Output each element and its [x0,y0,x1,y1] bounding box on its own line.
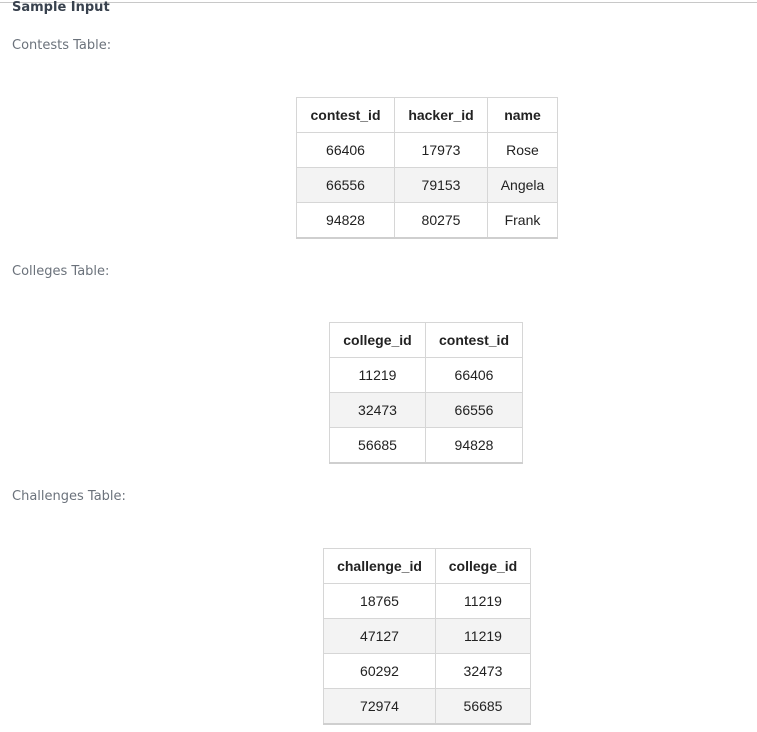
table-cell: 94828 [426,428,523,464]
table-cell: 66406 [426,358,523,393]
table-cell: 56685 [330,428,426,464]
table-row [297,168,558,203]
table-row [324,689,531,725]
table-row [297,203,558,239]
table-cell: 60292 [324,654,436,689]
table-cell: 11219 [330,358,426,393]
table-cell: 18765 [324,584,436,619]
table-cell: 94828 [297,203,395,239]
column-header-contest-id: contest_id [426,323,523,358]
table-cell: Frank [488,203,558,239]
table-row [330,358,523,393]
table-header-row [297,98,558,133]
table-row [324,584,531,619]
table-header-row [324,549,531,584]
sample-input-heading: Sample Input [12,0,110,15]
column-header-contest-id: contest_id [297,98,395,133]
table-cell: 32473 [436,654,531,689]
table-cell: Angela [488,168,558,203]
table-row [297,133,558,168]
table-cell: 11219 [436,619,531,654]
table-cell: 72974 [324,689,436,725]
column-header-college-id: college_id [330,323,426,358]
top-divider [0,2,757,3]
table-row [330,428,523,464]
challenges-table-label: Challenges Table: [12,489,126,504]
challenges-table [323,548,531,725]
table-cell: 47127 [324,619,436,654]
table-cell: 66556 [297,168,395,203]
table-cell: 80275 [395,203,488,239]
table-row [324,654,531,689]
contests-table-label: Contests Table: [12,38,112,53]
table-row [324,619,531,654]
column-header-challenge-id: challenge_id [324,549,436,584]
table-cell: 66406 [297,133,395,168]
colleges-table [329,322,523,464]
column-header-college-id: college_id [436,549,531,584]
table-cell: 66556 [426,393,523,428]
table-cell: 17973 [395,133,488,168]
table-cell: 56685 [436,689,531,725]
table-cell: Rose [488,133,558,168]
table-cell: 79153 [395,168,488,203]
colleges-table-label: Colleges Table: [12,264,110,279]
contests-table [296,97,558,239]
table-cell: 32473 [330,393,426,428]
table-cell: 11219 [436,584,531,619]
table-row [330,393,523,428]
column-header-hacker-id: hacker_id [395,98,488,133]
column-header-name: name [488,98,558,133]
table-header-row [330,323,523,358]
